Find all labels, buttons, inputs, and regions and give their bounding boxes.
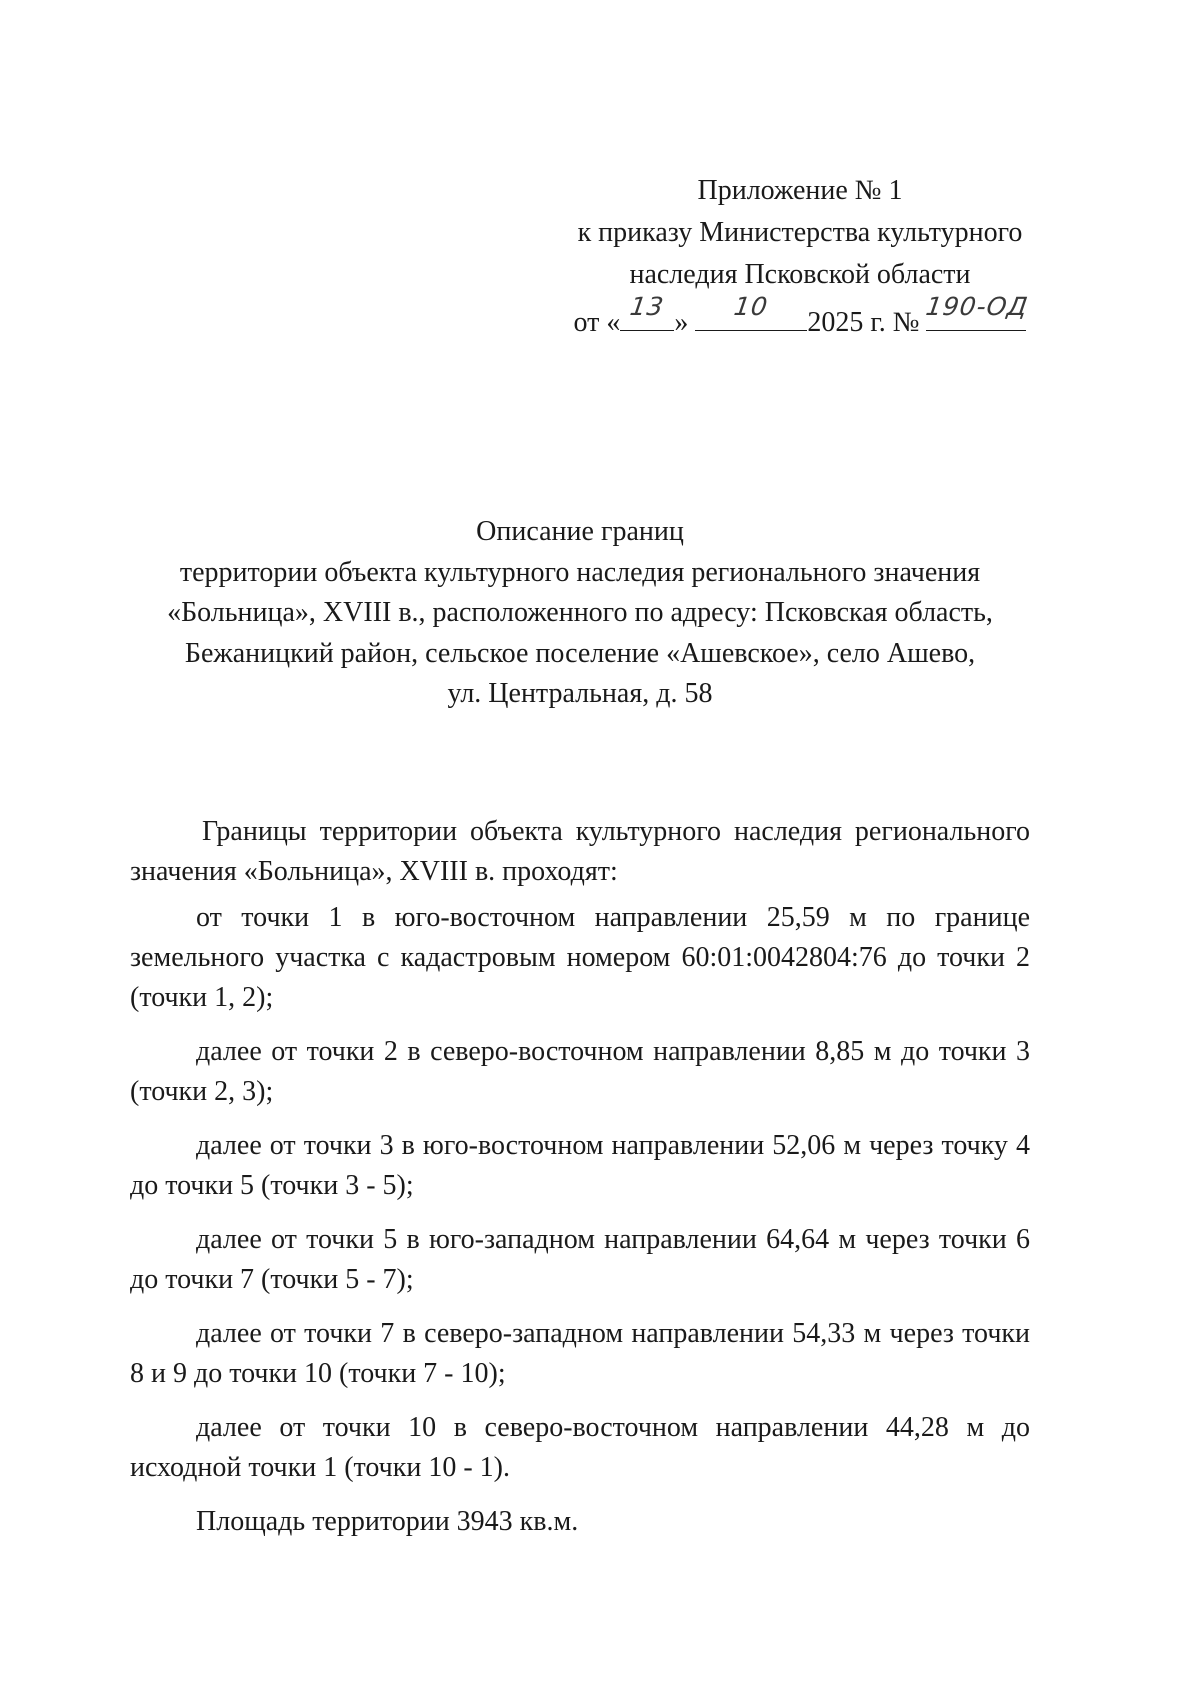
handwritten-month: 10: [732, 292, 771, 321]
number-field: [924, 292, 1031, 331]
boundary-segment: далее от точки 3 в юго-восточном направлении 52,06 м через точку 4 до точки 5 (точки 3 - 5);: [130, 1130, 1030, 1201]
boundary-segment: далее от точки 10 в северо-восточном направлении 44,28 м до исходной точки 1 (точки 10 - 1).: [130, 1412, 1030, 1483]
date-prefix: от «: [573, 307, 621, 338]
title-line-1: Описание границ: [476, 516, 684, 547]
area-paragraph: Площадь территории 3943 кв.м.: [196, 1506, 579, 1537]
appendix-header: [560, 170, 1040, 344]
appendix-date-number: [560, 292, 1040, 344]
appendix-order-ref: к приказу Министерства культурного: [577, 217, 1023, 248]
boundary-segment: далее от точки 7 в северо-западном направлении 54,33 м через точки 8 и 9 до точки 10 (точки 7 - 10);: [130, 1318, 1030, 1389]
year-text: 2025 г. №: [807, 307, 920, 338]
title-line-3: «Больница», XVIII в., расположенного по адресу: Псковская область,: [167, 597, 993, 628]
handwritten-day: 13: [628, 292, 667, 321]
month-field: [695, 292, 807, 331]
boundary-segment: от точки 1 в юго-восточном направлении 25,59 м по границе земельного участка с кадастровым номером 60:01:0042804:76 до точки 2 (точки 1, 2);: [130, 902, 1030, 1013]
boundary-segment: далее от точки 5 в юго-западном направлении 64,64 м через точки 6 до точки 7 (точки 5 - 7);: [130, 1224, 1030, 1295]
document-title: [130, 512, 1030, 715]
appendix-ministry: наследия Псковской области: [629, 259, 971, 290]
title-line-5: ул. Центральная, д. 58: [447, 678, 713, 709]
handwritten-number: 190-ОД: [924, 292, 1031, 321]
date-mid: »: [674, 307, 689, 338]
title-line-2: территории объекта культурного наследия регионального значения: [179, 556, 981, 588]
appendix-title: Приложение № 1: [697, 175, 903, 206]
document-body: [130, 812, 1030, 1556]
day-field: [620, 292, 674, 331]
title-line-4: Бежаницкий район, сельское поселение «Ашевское», село Ашево,: [184, 637, 976, 669]
intro-paragraph: Границы территории объекта культурного наследия регионального значения «Больница», XVIII в. проходят:: [130, 816, 1030, 887]
boundary-segment: далее от точки 2 в северо-восточном направлении 8,85 м до точки 3 (точки 2, 3);: [130, 1036, 1030, 1107]
